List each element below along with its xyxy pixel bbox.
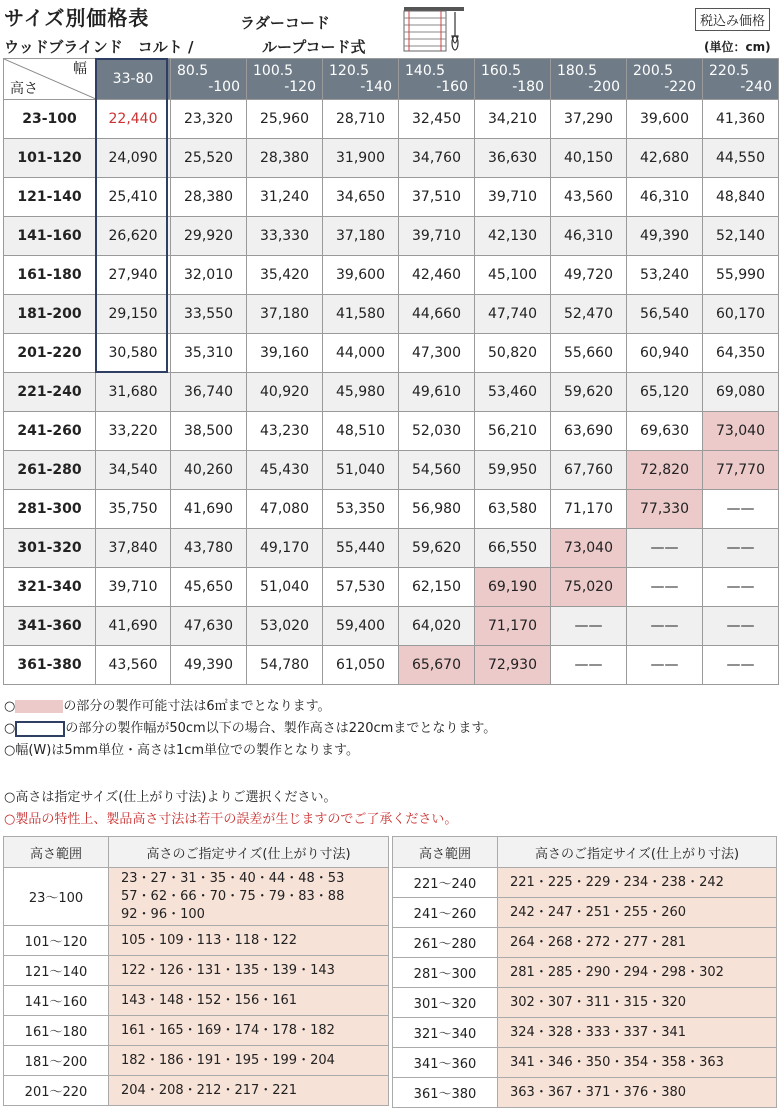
price-cell: 69,190 <box>475 568 551 607</box>
price-cell: 31,900 <box>323 139 399 178</box>
price-cell: 23,320 <box>171 100 247 139</box>
price-cell: 33,330 <box>247 217 323 256</box>
note-width-limit: ○ の部分の製作幅が50cm以下の場合、製作高さは220cmまでとなります。 <box>4 721 497 736</box>
price-cell: 39,710 <box>399 217 475 256</box>
price-table <box>3 58 779 685</box>
price-cell: 65,670 <box>399 646 475 685</box>
price-cell: 45,650 <box>171 568 247 607</box>
price-cell: 27,940 <box>96 256 171 295</box>
width-axis-label: 幅 <box>73 61 87 77</box>
price-cell: —— <box>551 646 627 685</box>
size-row <box>4 926 389 956</box>
price-row <box>4 451 779 490</box>
price-cell: 41,360 <box>703 100 779 139</box>
price-cell: 50,820 <box>475 334 551 373</box>
blind-icon <box>403 6 465 52</box>
price-cell: 44,550 <box>703 139 779 178</box>
price-cell: 43,560 <box>96 646 171 685</box>
price-cell: 37,180 <box>323 217 399 256</box>
price-cell: 49,390 <box>627 217 703 256</box>
size-values-cell: 324・328・333・337・341 <box>498 1018 777 1048</box>
price-cell: 35,310 <box>171 334 247 373</box>
height-range-cell: 121-140 <box>4 178 96 217</box>
size-row <box>4 868 389 926</box>
size-row <box>4 1046 389 1076</box>
note-tolerance: ○製品の特性上、製品高さ寸法は若干の誤差が生じますのでご了承ください。 <box>4 812 458 827</box>
price-cell: 65,120 <box>627 373 703 412</box>
height-size-table-right <box>392 836 777 1108</box>
price-cell: 43,560 <box>551 178 627 217</box>
price-cell: 77,330 <box>627 490 703 529</box>
price-cell: 47,630 <box>171 607 247 646</box>
price-cell: 56,210 <box>475 412 551 451</box>
width-header-row <box>4 59 779 100</box>
price-cell: 43,780 <box>171 529 247 568</box>
price-row <box>4 646 779 685</box>
size-row <box>393 898 777 928</box>
price-cell: 39,160 <box>247 334 323 373</box>
price-cell: 32,450 <box>399 100 475 139</box>
height-size-table-left <box>3 836 389 1106</box>
size-values-cell: 161・165・169・174・178・182 <box>109 1016 389 1046</box>
size-values-cell: 143・148・152・156・161 <box>109 986 389 1016</box>
size-row <box>4 986 389 1016</box>
size-row <box>4 956 389 986</box>
price-cell: 55,440 <box>323 529 399 568</box>
size-values-cell: 242・247・251・255・260 <box>498 898 777 928</box>
width-column-6: 180.5 -200 <box>551 59 627 100</box>
width-column-4: 140.5 -160 <box>399 59 475 100</box>
width-column-0: 33-80 <box>96 59 171 100</box>
price-cell: 37,180 <box>247 295 323 334</box>
width-column-8: 220.5 -240 <box>703 59 779 100</box>
price-cell: 52,030 <box>399 412 475 451</box>
price-cell: 33,550 <box>171 295 247 334</box>
price-cell: 25,410 <box>96 178 171 217</box>
price-cell: 44,000 <box>323 334 399 373</box>
price-row <box>4 412 779 451</box>
price-row <box>4 295 779 334</box>
size-values-cell: 204・208・212・217・221 <box>109 1076 389 1106</box>
size-values-cell: 182・186・191・195・199・204 <box>109 1046 389 1076</box>
price-cell: 42,460 <box>399 256 475 295</box>
price-cell: 69,080 <box>703 373 779 412</box>
price-cell: 36,740 <box>171 373 247 412</box>
price-cell: 64,020 <box>399 607 475 646</box>
price-cell: 31,680 <box>96 373 171 412</box>
height-range-cell: 241-260 <box>4 412 96 451</box>
price-cell: 47,080 <box>247 490 323 529</box>
col-range-header: 高さ範囲 <box>393 837 498 868</box>
size-range-cell: 201〜220 <box>4 1076 109 1106</box>
size-row <box>393 928 777 958</box>
price-cell: 45,980 <box>323 373 399 412</box>
price-cell: 36,630 <box>475 139 551 178</box>
price-cell: 73,040 <box>551 529 627 568</box>
price-cell: 28,380 <box>247 139 323 178</box>
price-cell: 49,170 <box>247 529 323 568</box>
price-cell: 41,690 <box>171 490 247 529</box>
size-row <box>393 868 777 898</box>
price-cell: 47,740 <box>475 295 551 334</box>
price-cell: 61,050 <box>323 646 399 685</box>
unit-label: (単位：cm) <box>704 40 771 54</box>
price-cell: 62,150 <box>399 568 475 607</box>
size-range-cell: 121〜140 <box>4 956 109 986</box>
price-cell: 24,090 <box>96 139 171 178</box>
size-range-cell: 321〜340 <box>393 1018 498 1048</box>
height-range-cell: 161-180 <box>4 256 96 295</box>
price-cell: 40,150 <box>551 139 627 178</box>
size-range-cell: 341〜360 <box>393 1048 498 1078</box>
price-cell: —— <box>627 646 703 685</box>
price-cell: 28,710 <box>323 100 399 139</box>
pink-swatch <box>15 700 63 713</box>
size-values-cell: 281・285・290・294・298・302 <box>498 958 777 988</box>
price-cell: —— <box>627 529 703 568</box>
price-cell: 51,040 <box>323 451 399 490</box>
height-range-cell: 361-380 <box>4 646 96 685</box>
size-range-cell: 141〜160 <box>4 986 109 1016</box>
size-row <box>4 1016 389 1046</box>
price-cell: 38,500 <box>171 412 247 451</box>
price-cell: 45,430 <box>247 451 323 490</box>
price-cell: —— <box>627 607 703 646</box>
price-cell: 48,840 <box>703 178 779 217</box>
price-cell: 56,540 <box>627 295 703 334</box>
price-cell: 35,750 <box>96 490 171 529</box>
size-range-cell: 101〜120 <box>4 926 109 956</box>
size-values-cell: 105・109・113・118・122 <box>109 926 389 956</box>
width-column-2: 100.5 -120 <box>247 59 323 100</box>
price-cell: 59,620 <box>399 529 475 568</box>
tax-included-badge: 税込み価格 <box>695 8 770 31</box>
height-range-cell: 301-320 <box>4 529 96 568</box>
price-cell: 57,530 <box>323 568 399 607</box>
price-cell: 51,040 <box>247 568 323 607</box>
size-values-cell: 221・225・229・234・238・242 <box>498 868 777 898</box>
price-cell: 49,720 <box>551 256 627 295</box>
price-cell: 25,960 <box>247 100 323 139</box>
price-cell: 34,540 <box>96 451 171 490</box>
height-range-cell: 321-340 <box>4 568 96 607</box>
product-subtitle: ウッドブラインド コルト / <box>4 38 194 56</box>
price-cell: 31,240 <box>247 178 323 217</box>
price-cell: 41,580 <box>323 295 399 334</box>
height-range-cell: 341-360 <box>4 607 96 646</box>
price-cell: 43,230 <box>247 412 323 451</box>
width-column-7: 200.5 -220 <box>627 59 703 100</box>
height-range-cell: 221-240 <box>4 373 96 412</box>
price-cell: 75,020 <box>551 568 627 607</box>
price-cell: 45,100 <box>475 256 551 295</box>
price-cell: 29,920 <box>171 217 247 256</box>
price-cell: 46,310 <box>551 217 627 256</box>
size-values-cell: 264・268・272・277・281 <box>498 928 777 958</box>
price-row <box>4 139 779 178</box>
price-cell: 66,550 <box>475 529 551 568</box>
height-range-cell: 201-220 <box>4 334 96 373</box>
height-axis-label: 高さ <box>10 81 38 97</box>
price-cell: 29,150 <box>96 295 171 334</box>
price-cell: 52,470 <box>551 295 627 334</box>
price-row <box>4 217 779 256</box>
price-cell: 55,990 <box>703 256 779 295</box>
price-cell: 35,420 <box>247 256 323 295</box>
price-cell: —— <box>703 607 779 646</box>
price-cell: 47,300 <box>399 334 475 373</box>
price-cell: 41,690 <box>96 607 171 646</box>
price-cell: 39,600 <box>323 256 399 295</box>
price-cell: 59,400 <box>323 607 399 646</box>
size-values-cell: 341・346・350・354・358・363 <box>498 1048 777 1078</box>
price-cell: 30,580 <box>96 334 171 373</box>
price-cell: 71,170 <box>475 607 551 646</box>
size-row <box>393 1048 777 1078</box>
size-range-cell: 261〜280 <box>393 928 498 958</box>
price-cell: 60,170 <box>703 295 779 334</box>
price-row <box>4 256 779 295</box>
height-range-cell: 23-100 <box>4 100 96 139</box>
price-cell: 53,460 <box>475 373 551 412</box>
price-row <box>4 607 779 646</box>
price-cell: 32,010 <box>171 256 247 295</box>
price-row <box>4 178 779 217</box>
width-column-3: 120.5 -140 <box>323 59 399 100</box>
price-row <box>4 334 779 373</box>
price-row <box>4 100 779 139</box>
price-cell: 53,350 <box>323 490 399 529</box>
price-cell: 73,040 <box>703 412 779 451</box>
price-cell: 77,770 <box>703 451 779 490</box>
width-column-1: 80.5 -100 <box>171 59 247 100</box>
price-cell: —— <box>703 490 779 529</box>
price-row <box>4 568 779 607</box>
price-cell: 69,630 <box>627 412 703 451</box>
height-range-cell: 181-200 <box>4 295 96 334</box>
price-cell: 54,560 <box>399 451 475 490</box>
size-range-cell: 281〜300 <box>393 958 498 988</box>
price-cell: 26,620 <box>96 217 171 256</box>
size-range-cell: 161〜180 <box>4 1016 109 1046</box>
price-cell: 40,920 <box>247 373 323 412</box>
price-cell: 46,310 <box>627 178 703 217</box>
price-row <box>4 373 779 412</box>
size-values-cell: 122・126・131・135・139・143 <box>109 956 389 986</box>
price-cell: 37,510 <box>399 178 475 217</box>
price-cell: —— <box>627 568 703 607</box>
price-cell: 67,760 <box>551 451 627 490</box>
price-cell: 39,710 <box>475 178 551 217</box>
price-cell: 42,130 <box>475 217 551 256</box>
col-sizes-header: 高さのご指定サイズ(仕上がり寸法) <box>498 837 777 868</box>
height-range-cell: 101-120 <box>4 139 96 178</box>
size-values-cell: 23・27・31・35・40・44・48・53 57・62・66・70・75・79・83・88 92・96・100 <box>109 868 389 926</box>
size-range-cell: 301〜320 <box>393 988 498 1018</box>
width-column-5: 160.5 -180 <box>475 59 551 100</box>
price-cell: 39,600 <box>627 100 703 139</box>
size-range-cell: 221〜240 <box>393 868 498 898</box>
price-cell: 25,520 <box>171 139 247 178</box>
size-values-cell: 302・307・311・315・320 <box>498 988 777 1018</box>
price-cell: 56,980 <box>399 490 475 529</box>
size-row <box>393 1018 777 1048</box>
price-row <box>4 490 779 529</box>
price-cell: —— <box>703 646 779 685</box>
price-cell: 53,020 <box>247 607 323 646</box>
price-cell: 63,690 <box>551 412 627 451</box>
price-cell: 44,660 <box>399 295 475 334</box>
height-range-cell: 141-160 <box>4 217 96 256</box>
price-cell: 37,290 <box>551 100 627 139</box>
col-range-header: 高さ範囲 <box>4 837 109 868</box>
corner-cell <box>4 59 96 100</box>
price-cell: 49,610 <box>399 373 475 412</box>
price-cell: 34,650 <box>323 178 399 217</box>
price-cell: 40,260 <box>171 451 247 490</box>
price-cell: —— <box>703 568 779 607</box>
page-title: サイズ別価格表 <box>4 6 150 30</box>
price-cell: 60,940 <box>627 334 703 373</box>
note-units: ○幅(W)は5mm単位・高さは1cm単位での製作となります。 <box>4 743 359 758</box>
price-cell: 59,620 <box>551 373 627 412</box>
size-range-cell: 23〜100 <box>4 868 109 926</box>
price-row <box>4 529 779 568</box>
price-cell: 34,760 <box>399 139 475 178</box>
ladder-cord-label: ラダーコード <box>240 14 330 32</box>
price-cell: 55,660 <box>551 334 627 373</box>
price-cell: 22,440 <box>96 100 171 139</box>
size-row <box>393 988 777 1018</box>
price-cell: 33,220 <box>96 412 171 451</box>
size-range-cell: 181〜200 <box>4 1046 109 1076</box>
loop-cord-label: ループコード式 <box>262 38 366 56</box>
price-cell: 59,950 <box>475 451 551 490</box>
price-cell: 37,840 <box>96 529 171 568</box>
price-cell: 28,380 <box>171 178 247 217</box>
price-cell: 48,510 <box>323 412 399 451</box>
price-cell: 72,930 <box>475 646 551 685</box>
size-range-cell: 241〜260 <box>393 898 498 928</box>
size-row <box>4 1076 389 1106</box>
price-cell: 34,210 <box>475 100 551 139</box>
note-6sqm: ○ の部分の製作可能寸法は6㎡までとなります。 <box>4 699 331 714</box>
price-cell: 54,780 <box>247 646 323 685</box>
col-sizes-header: 高さのご指定サイズ(仕上がり寸法) <box>109 837 389 868</box>
height-range-cell: 261-280 <box>4 451 96 490</box>
note-select-height: ○高さは指定サイズ(仕上がり寸法)よりご選択ください。 <box>4 790 337 805</box>
frame-swatch <box>15 721 65 737</box>
size-row <box>393 1078 777 1108</box>
price-cell: 52,140 <box>703 217 779 256</box>
price-cell: 71,170 <box>551 490 627 529</box>
size-row <box>393 958 777 988</box>
price-cell: 39,710 <box>96 568 171 607</box>
size-range-cell: 361〜380 <box>393 1078 498 1108</box>
price-cell: 49,390 <box>171 646 247 685</box>
price-cell: 64,350 <box>703 334 779 373</box>
height-range-cell: 281-300 <box>4 490 96 529</box>
price-cell: 42,680 <box>627 139 703 178</box>
price-cell: —— <box>703 529 779 568</box>
price-cell: 53,240 <box>627 256 703 295</box>
price-cell: 72,820 <box>627 451 703 490</box>
size-values-cell: 363・367・371・376・380 <box>498 1078 777 1108</box>
price-cell: 63,580 <box>475 490 551 529</box>
price-cell: —— <box>551 607 627 646</box>
